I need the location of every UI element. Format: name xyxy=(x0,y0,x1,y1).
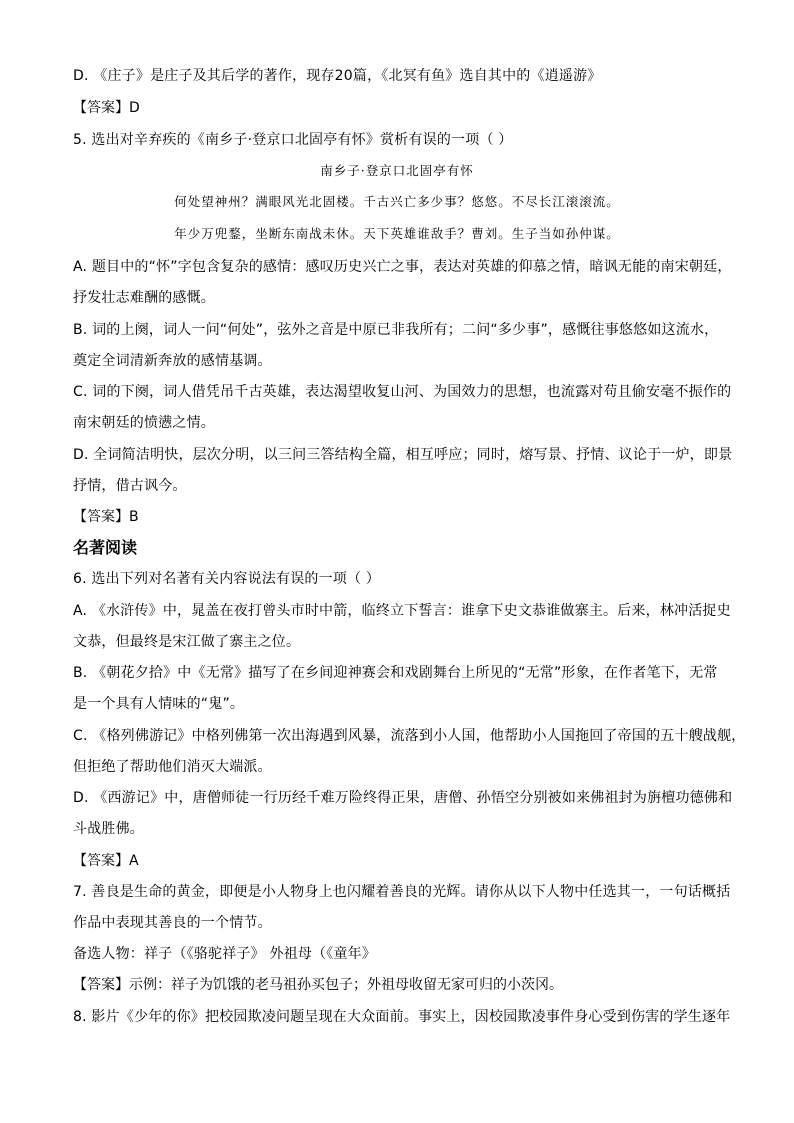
question-8-line1: 8. 影片《少年的你》把校园欺凌问题呈现在大众面前。事实上，因校园欺凌事件身心受到伤害的学生逐年 xyxy=(73,1009,731,1025)
option-a-q6-line2: 文恭，但最终是宋江做了寨主之位。 xyxy=(73,634,301,650)
answer-q5 xyxy=(73,508,139,526)
answer-value: B xyxy=(129,509,139,525)
answer-label: 【答案】 xyxy=(73,100,129,116)
option-d-q5-line1: D. 全词简洁明快，层次分明，以三问三答结构全篇，相互呼应；同时，熔写景、抒情、议论于一炉，即景 xyxy=(73,447,733,463)
poem-line-2: 年少万兜鍪，坐断东南战未休。天下英雄谁敌手？曹刘。生子当如孙仲谋。 xyxy=(174,226,620,241)
poem-line-1: 何处望神州？满眼风光北固楼。千古兴亡多少事？悠悠。不尽长江滚滚流。 xyxy=(174,194,620,209)
answer-value: A xyxy=(129,853,139,869)
option-b-q6-line1: B. 《朝花夕拾》中《无常》描写了在乡间迎神赛会和戏剧舞台上所见的“无常”形象，在作者笔下，无常 xyxy=(73,665,718,681)
section-heading: 名著阅读 xyxy=(73,538,138,557)
answer-q4 xyxy=(73,99,140,117)
option-b-q6-line2: 是一个具有人情味的“鬼”。 xyxy=(73,696,245,712)
option-d-q6-line1: D. 《西游记》中，唐僧师徒一行历经千难万险终得正果，唐僧、孙悟空分别被如来佛祖封为旃檀功德佛和 xyxy=(73,790,733,806)
option-c-q6-line2: 但拒绝了帮助他们消灭大端派。 xyxy=(73,759,272,775)
option-c-q5-line2: 南宋朝廷的愤懑之情。 xyxy=(73,415,215,431)
option-d-q4: D. 《庄子》是庄子及其后学的著作，现存20篇，《北冥有鱼》选自其中的《逍遥游》 xyxy=(73,68,602,84)
poem-title: 南乡子·登京口北固亭有怀 xyxy=(320,163,474,178)
question-7-line1: 7. 善良是生命的黄金，即便是小人物身上也闪耀着善良的光辉。请你从以下人物中任选其一，一句话概括 xyxy=(73,884,731,900)
question-7-line3: 备选人物：祥子（《骆驼祥子》 外祖母（《童年》 xyxy=(73,946,377,962)
answer-q6 xyxy=(73,852,139,870)
answer-label: 【答案】 xyxy=(73,977,129,993)
answer-label: 【答案】 xyxy=(73,853,129,869)
question-7-line2: 作品中表现其善良的一个情节。 xyxy=(73,915,272,931)
option-d-q6-line2: 斗战胜佛。 xyxy=(73,821,144,837)
option-a-q6-line1: A. 《水浒传》中，晁盖在夜打曾头市时中箭，临终立下誓言：谁拿下史文恭谁做寨主。后来，林冲活捉史 xyxy=(73,603,731,619)
option-c-q5-line1: C. 词的下阕，词人借凭吊千古英雄，表达渴望收复山河、为国效力的思想，也流露对苟且偷安毫不振作的 xyxy=(73,384,732,400)
answer-label: 【答案】 xyxy=(73,509,129,525)
option-b-q5-line1: B. 词的上阕，词人一问“何处”，弦外之音是中原已非我所有；二问“多少事”，感慨往事悠悠如这流水， xyxy=(73,322,719,338)
question-5: 5. 选出对辛弃疾的《南乡子·登京口北固亭有怀》赏析有误的一项（ ） xyxy=(73,132,513,148)
option-c-q6-line1: C. 《格列佛游记》中格列佛第一次出海遇到风暴，流落到小人国，他帮助小人国拖回了帝国的五十艘战舰， xyxy=(73,728,746,744)
option-a-q5-line2: 抒发壮志难酬的感慨。 xyxy=(73,290,215,306)
answer-q7 xyxy=(73,976,563,994)
answer-value: 示例：祥子为饥饿的老马祖孙买包子；外祖母收留无家可归的小茨冈。 xyxy=(129,977,563,993)
answer-value: D xyxy=(129,100,140,116)
option-b-q5-line2: 奠定全词清新奔放的感情基调。 xyxy=(73,353,272,369)
option-d-q5-line2: 抒情，借古讽今。 xyxy=(73,478,187,494)
question-6: 6. 选出下列对名著有关内容说法有误的一项（ ） xyxy=(73,571,381,587)
option-a-q5-line1: A. 题目中的“怀”字包含复杂的感情：感叹历史兴亡之事，表达对英雄的仰慕之情，暗讽无能的南宋朝廷， xyxy=(73,259,732,275)
